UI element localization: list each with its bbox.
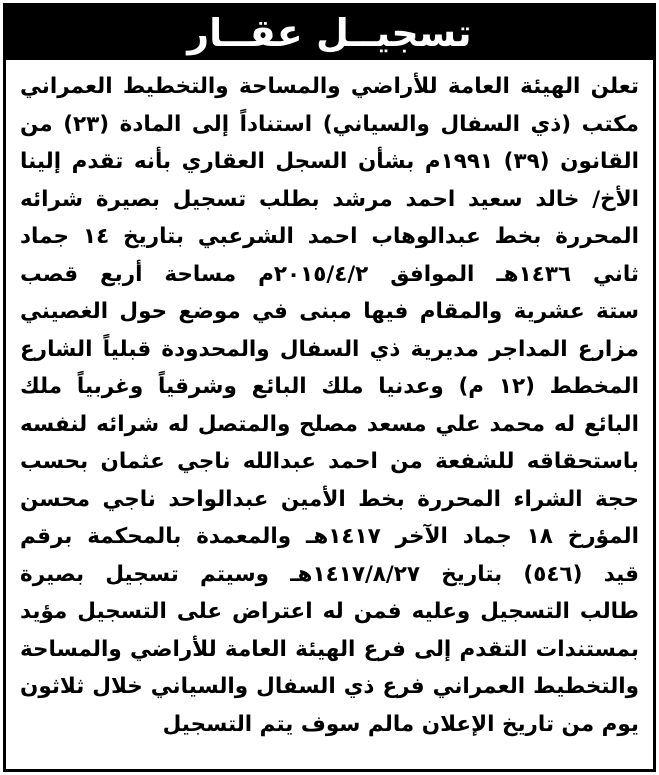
body-line: ثاني ١٤٣٦هـ الموافق ٢٠١٥/٤/٢م مساحة أربع قصب: [20, 261, 639, 287]
notice-frame: [3, 3, 656, 772]
body-line: حجة الشراء المحررة بخط الأمين عبدالواحد ناجي محسن: [20, 486, 639, 512]
body-line: القانون (٣٩) ١٩٩١م بشأن السجل العقاري بأنه تقدم إلينا: [20, 149, 639, 174]
body-line-last: يوم من تاريخ الإعلان مالم سوف يتم التسجيل: [162, 711, 639, 737]
body-line: المحررة بخط عبدالوهاب احمد الشرعبي بتاريخ ١٤ جماد: [20, 224, 639, 249]
body-line: والتخطيط العمراني فرع ذي السفال والسياني خلال ثلاثون: [20, 674, 639, 699]
title-bar: [6, 6, 653, 60]
body-line: البائع له محمد علي مسعد مصلح والمتصل له شرائه لنفسه: [20, 411, 639, 437]
body-line: مزارع المداجر مديرية ذي السفال والمحدودة قبلياً الشارع: [20, 336, 639, 362]
body-line: باستحقاقه للشفعة من احمد عبدالله ناجي عثمان بحسب: [20, 449, 639, 474]
body-line: طالب التسجيل وعليه فمن له اعتراض على التسجيل مؤيد: [20, 599, 639, 624]
body-line: ستة عشرية والمقام فيها مبنى في موضع حول الغصيني: [20, 299, 639, 324]
body-line: المخطط (١٢ م) وعدنيا ملك البائع وشرقياً وغربياً ملك: [20, 374, 639, 399]
body-line: تعلن الهيئة العامة للأراضي والمساحة والتخطيط العمراني: [20, 74, 639, 99]
body-line: بمستندات التقدم إلى فرع الهيئة العامة للأراضي والمساحة: [20, 636, 639, 662]
body-line: المؤرخ ١٨ جماد الآخر ١٤١٧هـ والمعمدة بالمحكمة برقم: [20, 524, 639, 549]
body-line: الأخ/ خالد سعيد احمد مرشد بطلب تسجيل بصيرة شرائه: [20, 186, 639, 212]
notice-body: [20, 68, 639, 743]
body-line: مكتب (ذي السفال والسياني) استناداً إلى المادة (٢٣) من: [20, 111, 639, 137]
body-line: قيد (٥٤٦) بتاريخ ١٤١٧/٨/٢٧هـ وسيتم تسجيل بصيرة: [20, 561, 639, 587]
notice-title: تسجيــل عقــار: [187, 11, 472, 55]
